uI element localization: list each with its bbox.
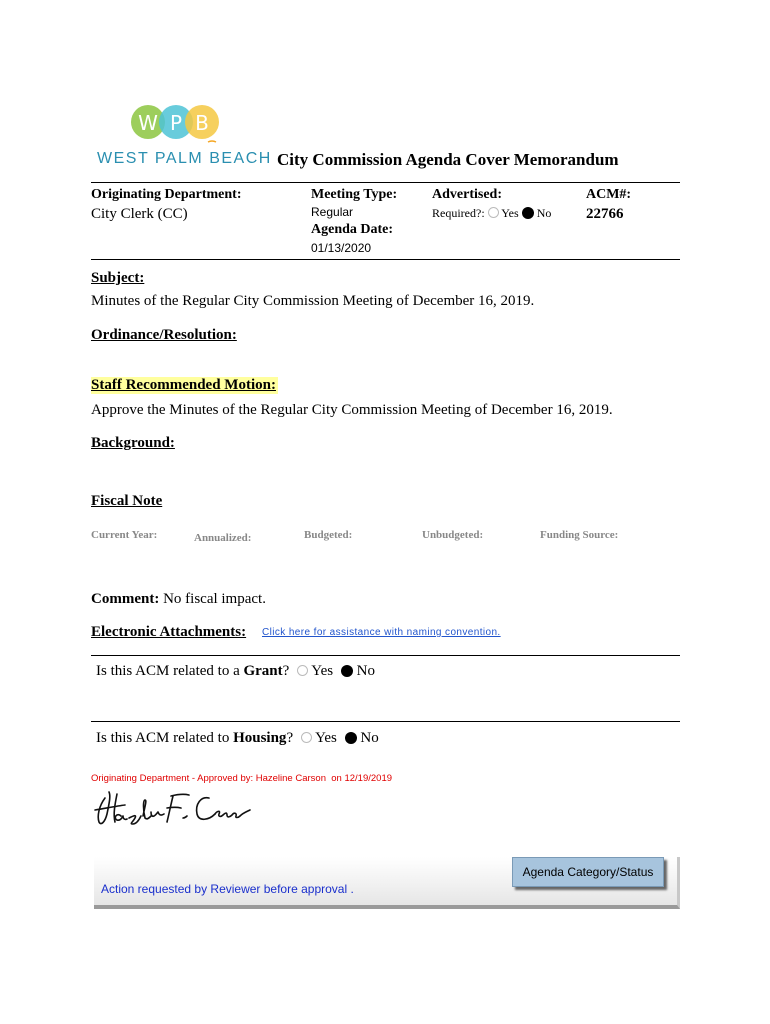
meeting-type-label: Meeting Type: (311, 187, 398, 202)
logo-letter-p: P (169, 111, 183, 135)
background-label: Background: (91, 435, 175, 451)
logo-letter-b: B (195, 111, 209, 135)
subject-label: Subject: (91, 270, 145, 286)
approval-text: Originating Department - Approved by: Hazeline Carson on 12/19/2019 (91, 773, 393, 784)
logo-letter-w: W (138, 111, 158, 135)
naming-convention-link[interactable]: Click here for assistance with naming convention. (262, 627, 501, 638)
action-requested-text: Action requested by Reviewer before approval . (101, 882, 354, 896)
acm-number: 22766 (586, 206, 624, 222)
meeting-type-value: Regular (311, 205, 354, 219)
housing-question-post: ? (286, 730, 294, 746)
fiscal-note-label: Fiscal Note (91, 493, 163, 509)
fiscal-budgeted: Budgeted: (304, 529, 353, 541)
housing-question-bold: Housing (233, 730, 287, 746)
signature-image (91, 786, 261, 831)
attachments-rule (91, 655, 680, 656)
grant-question-post: ? (282, 663, 290, 679)
advertised-yes-label: Yes (501, 206, 519, 220)
fiscal-current-year: Current Year: (91, 529, 158, 541)
advertised-yes-radio[interactable] (488, 207, 499, 218)
header-top-rule (91, 182, 680, 183)
housing-question (96, 730, 379, 747)
advertised-no-radio[interactable] (522, 207, 534, 219)
grant-question-bold: Grant (243, 663, 283, 679)
grant-question (96, 663, 375, 680)
grant-rule (91, 721, 680, 722)
grant-question-pre: Is this ACM related to a (96, 663, 244, 679)
grant-yes-radio[interactable] (297, 665, 308, 676)
comment-row (91, 591, 266, 608)
agenda-date-label: Agenda Date: (311, 222, 394, 237)
housing-no-radio[interactable] (345, 732, 357, 744)
ordinance-label: Ordinance/Resolution: (91, 327, 237, 343)
acm-label: ACM#: (586, 187, 632, 202)
fiscal-annualized: Annualized: (194, 532, 252, 544)
housing-no-label: No (360, 730, 379, 746)
grant-yes-label: Yes (311, 663, 334, 679)
orig-dept-value: City Clerk (CC) (91, 206, 188, 222)
agenda-category-status-button[interactable]: Agenda Category/Status (512, 857, 664, 887)
grant-no-label: No (356, 663, 375, 679)
header-bottom-rule (91, 259, 680, 260)
page-title: City Commission Agenda Cover Memorandum (277, 150, 619, 169)
logo-city-name: WEST PALM BEACH (97, 150, 272, 167)
attachments-label: Electronic Attachments: (91, 624, 247, 640)
fiscal-unbudgeted: Unbudgeted: (422, 529, 484, 541)
staff-motion-text: Approve the Minutes of the Regular City Commission Meeting of December 16, 2019. (91, 402, 613, 418)
staff-motion-label: Staff Recommended Motion: (91, 377, 276, 393)
comment-text: No fiscal impact. (163, 591, 266, 607)
required-label: Required?: (432, 206, 485, 220)
agenda-date-value: 01/13/2020 (311, 241, 372, 255)
grant-no-radio[interactable] (341, 665, 353, 677)
housing-yes-radio[interactable] (301, 732, 312, 743)
advertised-label: Advertised: (432, 187, 502, 202)
housing-question-pre: Is this ACM related to (96, 730, 234, 746)
fiscal-funding-source: Funding Source: (540, 529, 619, 541)
advertised-no-label: No (536, 206, 552, 220)
housing-yes-label: Yes (315, 730, 337, 746)
orig-dept-label: Originating Department: (91, 187, 242, 202)
advertised-required (432, 206, 551, 221)
comment-label: Comment: (91, 591, 160, 607)
subject-text: Minutes of the Regular City Commission Meeting of December 16, 2019. (91, 293, 535, 309)
